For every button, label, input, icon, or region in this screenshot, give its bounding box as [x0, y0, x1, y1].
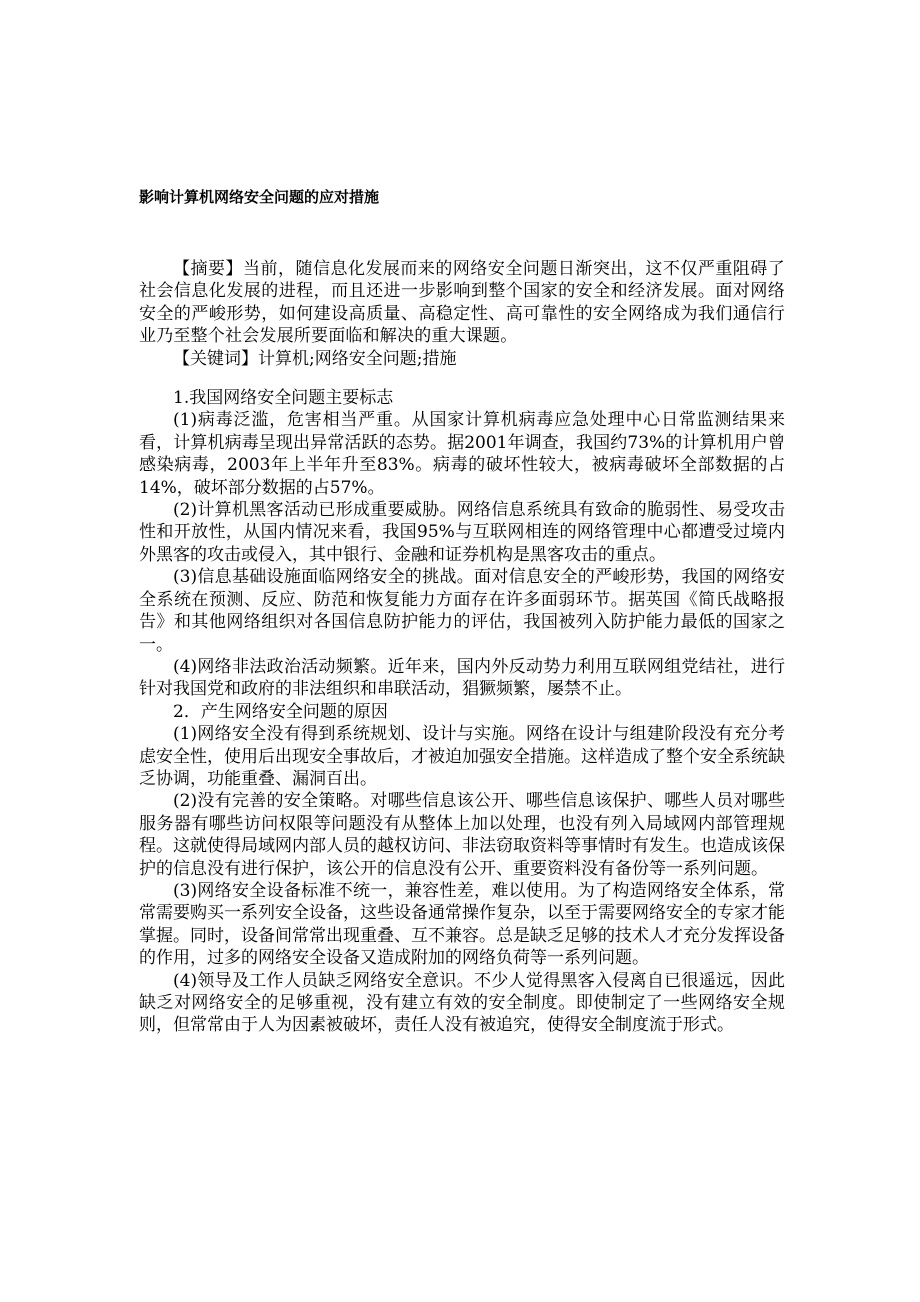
section-1-item-4: (4)网络非法政治活动频繁。近年来，国内外反动势力利用互联网组党结社，进行针对我国党和政府的非法组织和串联活动，猖獗频繁，屡禁不止。	[139, 656, 785, 700]
section-2-item-4: (4)领导及工作人员缺乏网络安全意识。不少人觉得黑客入侵离自已很遥远，因此缺乏对网络安全的足够重视，没有建立有效的安全制度。即使制定了一些网络安全规则，但常常由于人为因素被破坏，责任人没有被追究，使得安全制度流于形式。	[139, 970, 785, 1036]
section-1-heading: 1.我国网络安全问题主要标志	[173, 388, 394, 409]
document-title: 影响计算机网络安全问题的应对措施	[139, 188, 380, 206]
abstract-paragraph: 【摘要】当前，随信息化发展而来的网络安全问题日渐突出，这不仅严重阻碍了社会信息化发展的进程，而且还进一步影响到整个国家的安全和经济发展。面对网络安全的严峻形势，如何建设高质量、高稳定性、高可靠性的安全网络成为我们通信行业乃至整个社会发展所要面临和解决的重大课题。	[139, 259, 785, 347]
section-1-item-2: (2)计算机黑客活动已形成重要威胁。网络信息系统具有致命的脆弱性、易受攻击性和开放性，从国内情况来看，我国95%与互联网相连的网络管理中心都遭受过境内外黑客的攻击或侵入，其中银行、金融和证券机构是黑客攻击的重点。	[139, 500, 785, 565]
section-1-item-3: (3)信息基础设施面临网络安全的挑战。面对信息安全的严峻形势，我国的网络安全系统在预测、反应、防范和恢复能力方面存在许多面弱环节。据英国《简氏战略报告》和其他网络组织对各国信息防护能力的评估，我国被列入防护能力最低的国家之一。	[139, 567, 785, 655]
document-body	[139, 258, 785, 1037]
section-1-item-1: (1)病毒泛滥，危害相当严重。从国家计算机病毒应急处理中心日常监测结果来看，计算机病毒呈现出异常活跃的态势。据2001年调查，我国约73%的计算机用户曾感染病毒，2003年上半年升至83%。病毒的破坏性较大，被病毒破坏全部数据的占14%，破坏部分数据的占57%。	[139, 410, 785, 498]
keywords-line: 【关键词】计算机;网络安全问题;措施	[173, 348, 457, 369]
section-2-item-2: (2)没有完善的安全策略。对哪些信息该公开、哪些信息该保护、哪些人员对哪些服务器有哪些访问权限等问题没有从整体上加以处理，也没有列入局域网内部管理规程。这就使得局域网内部人员的越权访问、非法窃取资料等事情时有发生。也造成该保护的信息没有进行保护，该公开的信息没有公开、重要资料没有备份等一系列问题。	[139, 791, 785, 879]
section-2-item-3: (3)网络安全设备标准不统一，兼容性差，难以使用。为了构造网络安全体系，常常需要购买一系列安全设备，这些设备通常操作复杂，以至于需要网络安全的专家才能掌握。同时，设备间常常出现重叠、互不兼容。总是缺乏足够的技术人才充分发挥设备的作用，过多的网络安全设备又造成附加的网络负荷等一系列问题。	[139, 880, 785, 969]
section-2-heading: 2．产生网络安全问题的原因	[173, 701, 388, 722]
section-spacer	[139, 370, 785, 387]
section-2-item-1: (1)网络安全没有得到系统规划、设计与实施。网络在设计与组建阶段没有充分考虑安全性，使用后出现安全事故后，才被迫加强安全措施。这样造成了整个安全系统缺乏协调，功能重叠、漏洞百出。	[139, 724, 785, 789]
